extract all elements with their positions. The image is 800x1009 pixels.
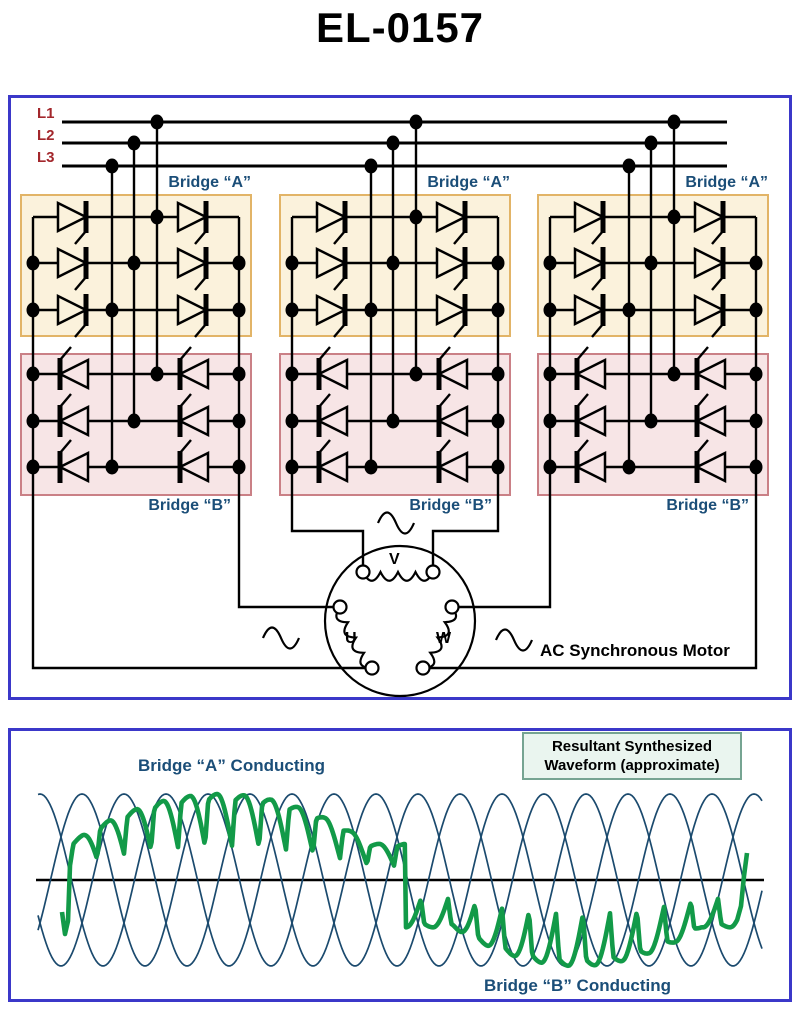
page-title: EL-0157 xyxy=(315,4,485,51)
waveform-legend-box xyxy=(522,732,742,780)
ac-sine-icon xyxy=(263,628,299,649)
motor-label: AC Synchronous Motor xyxy=(540,641,730,660)
coil-v xyxy=(363,572,433,581)
legend-line-1: Resultant Synthesized xyxy=(551,738,713,755)
waveform-bridge-a-label: Bridge “A” Conducting xyxy=(138,756,325,775)
bridge-a-label-1: Bridge “A” xyxy=(168,174,251,191)
ac-sine-icon xyxy=(496,630,532,651)
bridge-a-label-3: Bridge “A” xyxy=(685,174,768,191)
motor-terminal xyxy=(366,662,379,675)
winding-label-w: W xyxy=(436,630,452,647)
winding-label-u: U xyxy=(345,630,357,647)
bridge-b-label-1: Bridge “B” xyxy=(148,497,231,514)
bridge-b-label-2: Bridge “B” xyxy=(409,497,492,514)
legend-line-2: Waveform (approximate) xyxy=(544,757,720,774)
motor-terminal xyxy=(417,662,430,675)
motor-terminal xyxy=(446,601,459,614)
supply-line-label-l1: L1 xyxy=(37,105,55,122)
motor-terminal xyxy=(357,566,370,579)
bridge-b-label-3: Bridge “B” xyxy=(666,497,749,514)
waveform-bridge-b-label: Bridge “B” Conducting xyxy=(484,976,671,995)
supply-line-label-l3: L3 xyxy=(37,149,55,166)
schematic xyxy=(21,115,768,669)
bridge-a-label-2: Bridge “A” xyxy=(427,174,510,191)
winding-label-v: V xyxy=(389,551,400,568)
motor-terminal xyxy=(427,566,440,579)
waveform-plot xyxy=(36,794,764,966)
motor-terminal xyxy=(334,601,347,614)
ac-sine-icon xyxy=(378,513,414,534)
supply-line-label-l2: L2 xyxy=(37,127,55,144)
